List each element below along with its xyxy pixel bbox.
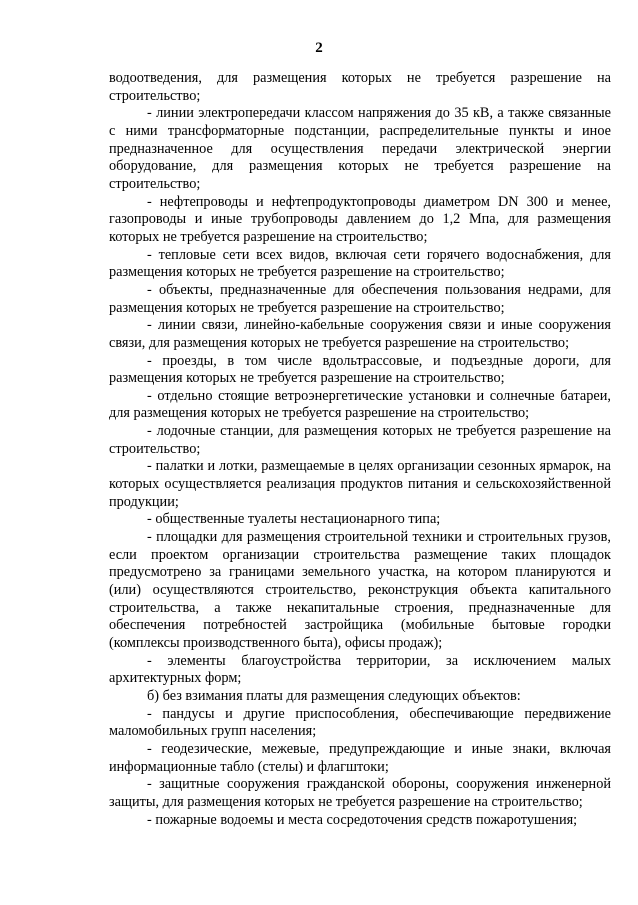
list-item-wind-solar: - отдельно стоящие ветроэнергетические установки и солнечные батареи, для размещения которых не требуется разрешение на строительство; bbox=[109, 387, 611, 422]
list-item-driveways: - проезды, в том числе вдольтрассовые, и подъездные дороги, для размещения которых не требуется разрешение на строительство; bbox=[109, 352, 611, 387]
list-item-landscaping: - элементы благоустройства территории, за исключением малых архитектурных форм; bbox=[109, 652, 611, 687]
list-item-subsoil-objects: - объекты, предназначенные для обеспечения пользования недрами, для размещения которых не требуется разрешение на строительство; bbox=[109, 281, 611, 316]
list-item-oil-pipelines: - нефтепроводы и нефтепродуктопроводы диаметром DN 300 и менее, газопроводы и иные трубопроводы давлением до 1,2 Мпа, для размещения которых не требуется разрешение на строительство; bbox=[109, 193, 611, 245]
list-item-boat-stations: - лодочные станции, для размещения которых не требуется разрешение на строительство; bbox=[109, 423, 611, 457]
list-item-fire-reservoirs: - пожарные водоемы и места сосредоточения средств пожаротушения; bbox=[147, 811, 578, 828]
list-item-tents-stalls: - палатки и лотки, размещаемые в целях организации сезонных ярмарок, на которых осуществляется реализация продуктов питания и сельскохозяйственной продукции; bbox=[109, 458, 611, 510]
document-body bbox=[109, 70, 611, 829]
page-number: 2 bbox=[315, 40, 323, 56]
list-item-communication-lines: - линии связи, линейно-кабельные сооружения связи и иные сооружения связи, для размещения которых не требуется разрешение на строительство; bbox=[109, 317, 611, 351]
section-b-heading: б) без взимания платы для размещения следующих объектов: bbox=[147, 687, 521, 704]
list-item-ramps: - пандусы и другие приспособления, обеспечивающие передвижение маломобильных групп населения; bbox=[109, 705, 611, 740]
list-item-heat-networks: - тепловые сети всех видов, включая сети горячего водоснабжения, для размещения которых не требуется разрешение на строительство; bbox=[109, 246, 611, 281]
list-item-civil-defense: - защитные сооружения гражданской обороны, сооружения инженерной защиты, для размещения которых не требуется разрешение на строительство; bbox=[109, 776, 611, 810]
list-item-power-lines: - линии электропередачи классом напряжения до 35 кВ, а также связанные с ними трансформаторные подстанции, распределительные пункты и иное предназначенное для осуществления передачи электрической энергии оборудование, для размещения которых не требуется разрешение на строительство; bbox=[109, 105, 611, 192]
list-item-public-toilets: - общественные туалеты нестационарного типа; bbox=[147, 511, 441, 528]
list-item-equipment-sites: - площадки для размещения строительной техники и строительных грузов, если проектом организации строительства размещение таких площадок предусмотрено за границами земельного участка, на котором планируются и (или) осуществляются строительство, реконструкция объекта капитального строительства, а также некапитальные строения, предназначенные для обеспечения потребностей застройщика (мобильные бытовые городки (комплексы производственного быта), офисы продаж); bbox=[109, 529, 611, 651]
paragraph-continuation: водоотведения, для размещения которых не требуется разрешение на строительство; bbox=[109, 70, 611, 104]
list-item-geodetic-signs: - геодезические, межевые, предупреждающие и иные знаки, включая информационные табло (стелы) и флагштоки; bbox=[109, 740, 611, 775]
